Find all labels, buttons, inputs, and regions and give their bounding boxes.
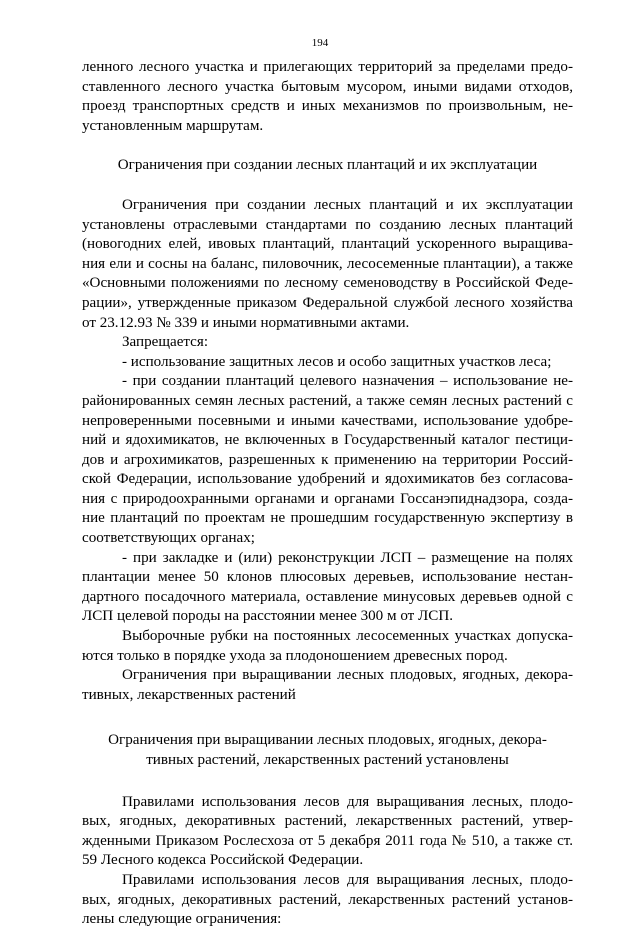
text-line: ставленного лесного участка бытовым мусором, иными видами отходов, bbox=[82, 78, 573, 95]
text-line: ние плантаций по проектам не прошедшим государственную экспертизу в bbox=[82, 510, 573, 527]
text-line: вых, ягодных, декоративных растений, лекарственных растений установ- bbox=[82, 891, 573, 908]
text-line: 59 Лесного кодекса Российской Федерации. bbox=[82, 852, 364, 869]
text-line: районированных семян лесных растений, а также семян лесных растений с bbox=[82, 392, 573, 409]
text-line: ЛСП целевой породы на расстоянии менее 300 м от ЛСП. bbox=[82, 608, 454, 625]
text-line: «Основными положениями по лесному семеноводству в Российской Феде- bbox=[82, 275, 573, 292]
text-line: ются только в порядке ухода за плодоношением древесных пород. bbox=[82, 647, 508, 664]
list-item bbox=[82, 549, 573, 627]
text-line: Правилами использования лесов для выращивания лесных, плодо- bbox=[122, 871, 573, 888]
text-line: плантации менее 50 клонов плюсовых деревьев, использование нестан- bbox=[82, 569, 573, 586]
text-line: дов и агрохимикатов, разрешенных к применению на территории Россий- bbox=[82, 451, 573, 468]
text-line: лены следующие ограничения: bbox=[82, 911, 282, 928]
text-line: ний и ядохимикатов, не включенных в Государственный каталог пестици- bbox=[82, 432, 573, 449]
text-line: Ограничения при выращивании лесных плодовых, ягодных, декора- bbox=[122, 667, 573, 684]
page-number: 194 bbox=[311, 37, 329, 49]
text-line: тивных, лекарственных растений bbox=[82, 686, 296, 703]
section-heading-plantations: Ограничения при создании лесных плантаций и их эксплуатации bbox=[117, 157, 538, 174]
text-line: Выборочные рубки на постоянных лесосеменных участках допуска- bbox=[122, 628, 573, 645]
text-line: Правилами использования лесов для выращивания лесных, плодо- bbox=[122, 793, 573, 810]
text-line: ленного лесного участка и прилегающих территорий за пределами предо- bbox=[82, 59, 573, 75]
text-line: непроверенными посевными и иными качествами, использование удобре- bbox=[82, 412, 573, 429]
paragraph-selective-felling bbox=[82, 627, 573, 666]
text-line: ской Федерации, использование удобрений и ядохимикатов без согласова- bbox=[82, 471, 573, 488]
section-heading-growing bbox=[82, 731, 573, 770]
paragraph-growing-restrictions bbox=[82, 666, 573, 705]
text-line: Ограничения при создании лесных плантаций и их эксплуатации bbox=[122, 196, 573, 213]
text-line: установленным маршрутам. bbox=[82, 117, 264, 134]
text-line: ния ели и сосны на баланс, пиловочник, лесосеменные плантации), а также bbox=[82, 255, 573, 272]
list-item bbox=[82, 372, 573, 548]
heading-line: тивных растений, лекарственных растений установлены bbox=[146, 752, 509, 768]
list-item: - использование защитных лесов и особо защитных участков леса; bbox=[122, 353, 552, 370]
paragraph-rules-order bbox=[82, 793, 573, 871]
continued-paragraph bbox=[82, 58, 573, 136]
heading-line: Ограничения при выращивании лесных плодовых, ягодных, декора- bbox=[108, 732, 547, 749]
text-line: соответствующих органах; bbox=[82, 530, 255, 547]
text-line: дартного посадочного материала, оставление минусовых деревьев одной с bbox=[82, 588, 573, 605]
text-line: ния с природоохранными органами и органами Госсанэпиднадзора, созда- bbox=[82, 490, 573, 507]
text-line: - при закладке и (или) реконструкции ЛСП – размещение на полях bbox=[122, 549, 573, 566]
text-line: жденными Приказом Рослесхоза от 5 декабря 2011 года № 510, а также ст. bbox=[82, 832, 573, 849]
text-line: (новогодних елей, ивовых плантаций, плантаций ускоренного выращива- bbox=[82, 236, 573, 253]
text-line: вых, ягодных, декоративных растений, лекарственных растений, утвер- bbox=[82, 813, 573, 830]
text-line: установлены отраслевыми стандартами по созданию лесных плантаций bbox=[82, 216, 573, 233]
text-line: рации», утвержденные приказом Федеральной службой лесного хозяйства bbox=[82, 294, 573, 311]
paragraph-plantation-restrictions bbox=[82, 196, 573, 333]
text-line: - при создании плантаций целевого назначения – использование не- bbox=[122, 373, 573, 390]
text-line: от 23.12.93 № 339 и иными нормативными актами. bbox=[82, 314, 410, 331]
prohibited-label: Запрещается: bbox=[122, 334, 209, 351]
page-content bbox=[82, 58, 573, 930]
text-line: проезд транспортных средств и иных механизмов по произвольным, не- bbox=[82, 98, 573, 115]
paragraph-rules-limits bbox=[82, 871, 573, 930]
